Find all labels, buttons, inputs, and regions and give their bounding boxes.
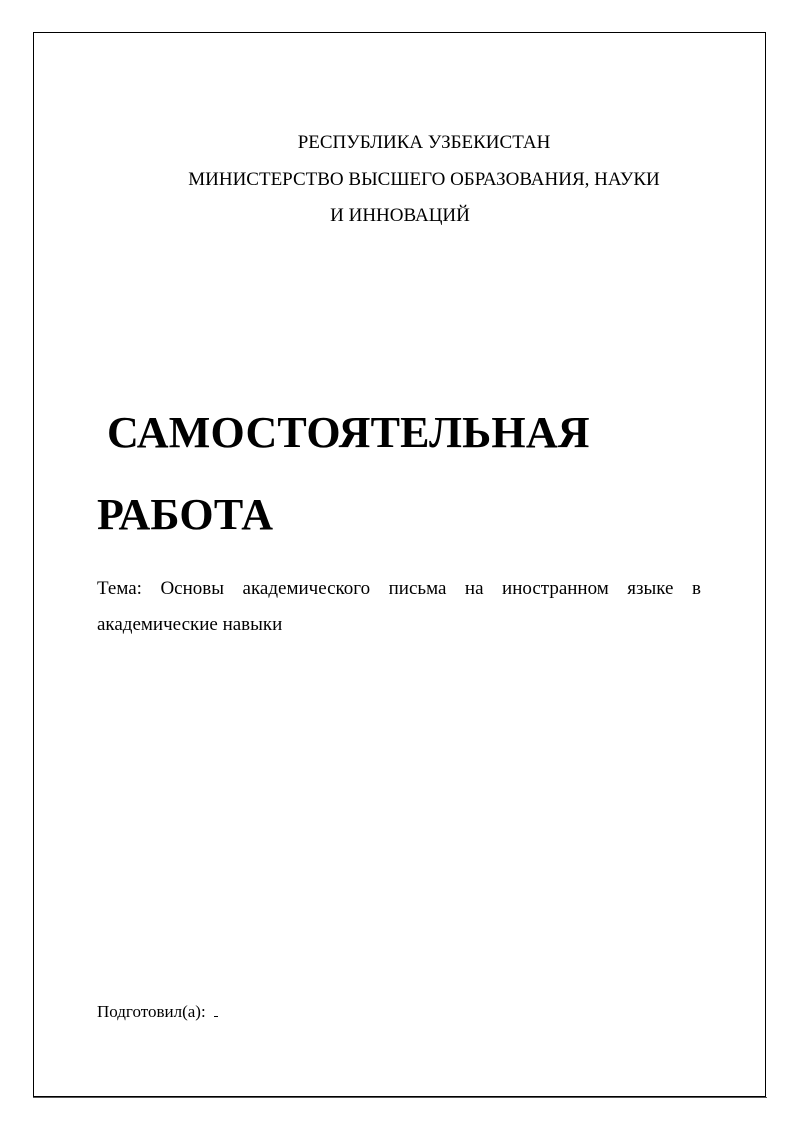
prepared-by-label: Подготовил(а): <box>97 1002 206 1021</box>
prepared-by-blank-line <box>214 1002 218 1017</box>
ministry-heading-continued: И ИННОВАЦИЙ <box>330 205 470 226</box>
document-title-line-2: РАБОТА <box>97 490 274 539</box>
prepared-by <box>97 1001 218 1023</box>
topic-line-1: Тема: Основы академического письма на иностранном языке в <box>97 578 701 599</box>
country-heading: РЕСПУБЛИКА УЗБЕКИСТАН <box>297 132 551 153</box>
ministry-heading: МИНИСТЕРСТВО ВЫСШЕГО ОБРАЗОВАНИЯ, НАУКИ <box>188 169 660 190</box>
topic-line-2: академические навыки <box>97 614 283 635</box>
document-title-line-1: САМОСТОЯТЕЛЬНАЯ <box>107 408 590 457</box>
topic-paragraph <box>97 571 701 643</box>
